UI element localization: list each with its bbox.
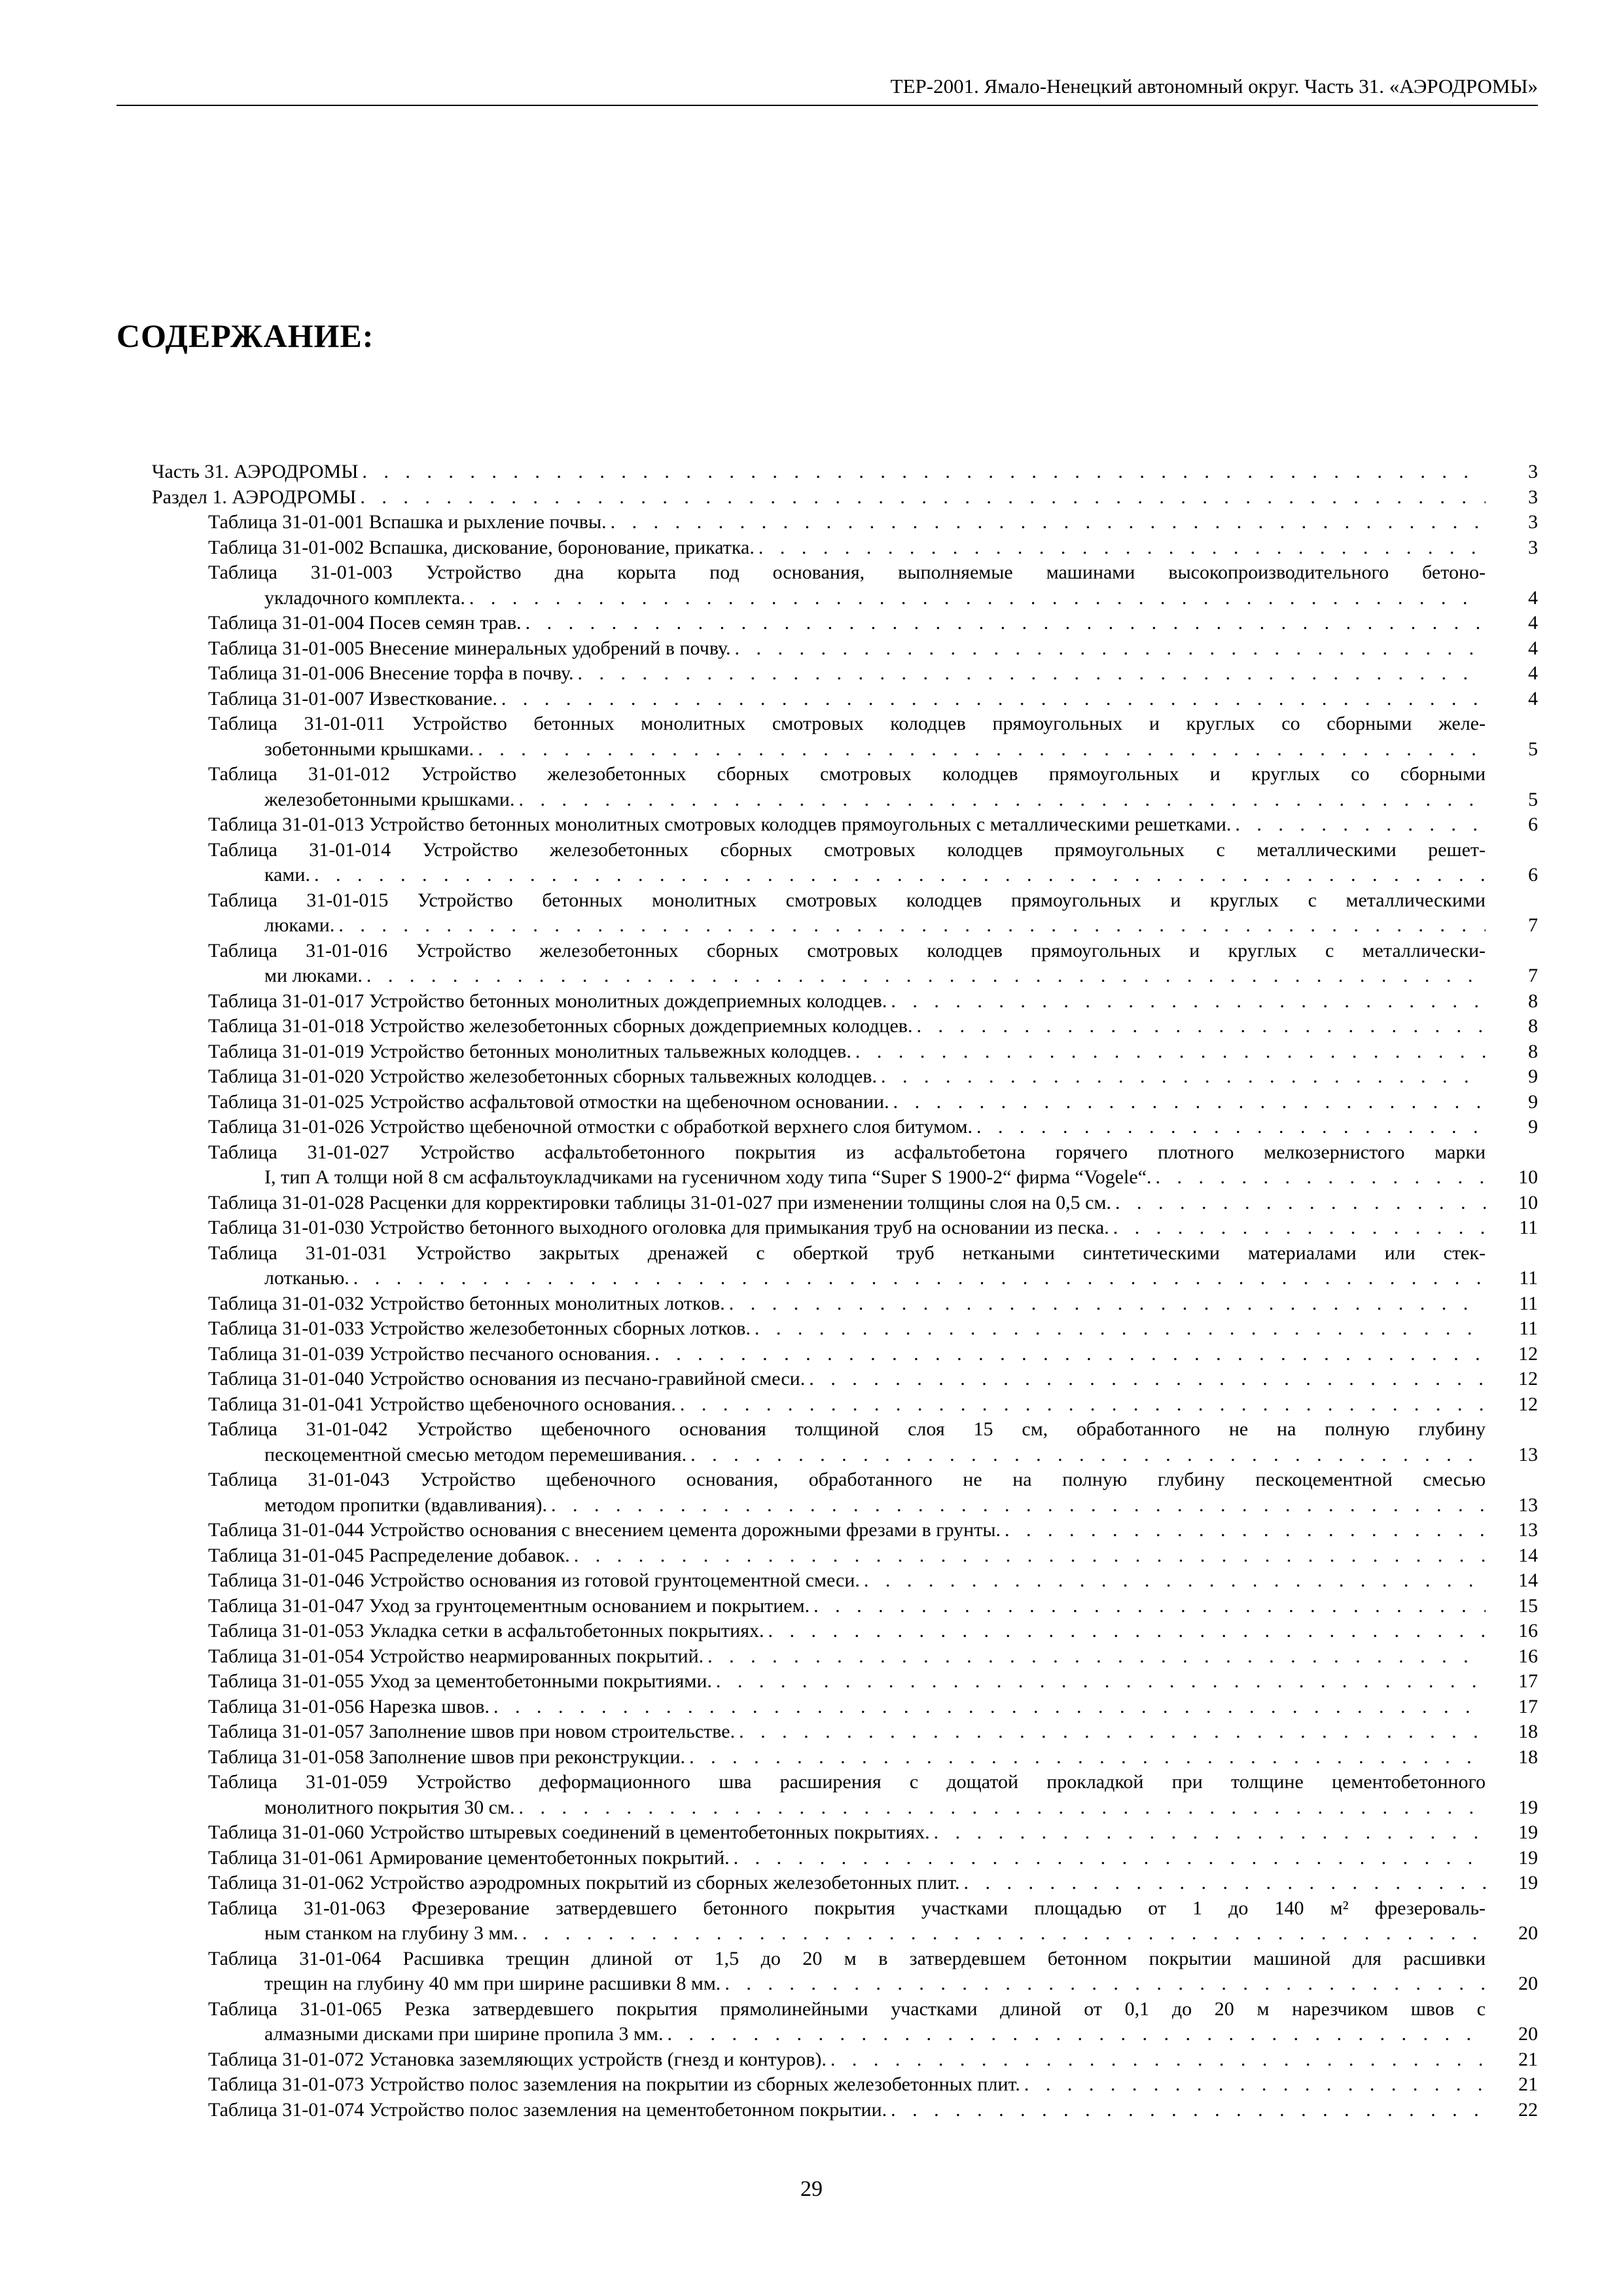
toc-entry-text: Таблица 31-01-057 Заполнение швов при новом строительстве. — [208, 1721, 736, 1742]
toc-page-number: 4 — [1528, 586, 1538, 609]
toc-dot-leader — [764, 1619, 1486, 1644]
toc-entry-text: железобетонными крышками. — [264, 788, 515, 810]
toc-entry-text: Таблица 31-01-054 Устройство неармированных покрытий. — [208, 1645, 704, 1667]
toc-page-number: 17 — [1518, 1670, 1538, 1692]
toc-dot-leader — [805, 1367, 1486, 1392]
toc-entry[interactable] — [152, 1997, 1538, 2047]
toc-dot-leader — [573, 661, 1486, 687]
toc-entry[interactable] — [152, 1140, 1538, 1191]
toc-dot-leader — [810, 1594, 1486, 1619]
toc-dot-leader — [827, 2047, 1486, 2073]
toc-dot-leader — [887, 2098, 1486, 2123]
toc-entry[interactable] — [152, 1064, 1538, 1090]
toc-page-number: 11 — [1519, 1292, 1538, 1314]
page-number: 29 — [800, 2177, 823, 2201]
toc-entry-text: Таблица 31-01-002 Вспашка, дискование, боронование, прикатка. — [208, 536, 755, 558]
toc-entry[interactable] — [152, 1518, 1538, 1543]
toc-entry-text: Таблица 31-01-064 Расшивка трещин длиной от 1,5 до 20 м в затвердевшем бетонном покрытии машиной для расшивки — [208, 1947, 1486, 1969]
toc-entry-text: Таблица 31-01-063 Фрезерование затвердевшего бетонного покрытия участками площадью от 1 до 140 м² фрезероваль- — [208, 1897, 1486, 1919]
toc-dot-leader — [725, 1291, 1486, 1317]
toc-page-number: 16 — [1518, 1645, 1538, 1667]
toc-dot-leader — [730, 1846, 1486, 1871]
toc-entry[interactable] — [152, 1719, 1538, 1745]
toc-entry[interactable] — [152, 459, 1538, 485]
toc-page-number: 13 — [1518, 1519, 1538, 1541]
toc-entry[interactable] — [152, 1669, 1538, 1695]
toc-entry[interactable] — [152, 1367, 1538, 1392]
toc-page-number: 21 — [1518, 2048, 1538, 2070]
toc-dot-leader — [1001, 1518, 1486, 1543]
toc-dot-leader — [730, 636, 1486, 662]
toc-page-number: 19 — [1518, 1872, 1538, 1893]
toc-entry[interactable] — [152, 1946, 1538, 1997]
toc-dot-leader — [1152, 1165, 1486, 1191]
toc-page-number: 7 — [1528, 914, 1538, 936]
toc-entry[interactable] — [152, 1695, 1538, 1720]
toc-dot-leader — [474, 737, 1486, 762]
toc-dot-leader — [887, 989, 1486, 1014]
toc-page-number: 17 — [1518, 1695, 1538, 1717]
toc-dot-leader — [912, 1014, 1486, 1039]
toc-dot-leader — [1231, 812, 1486, 838]
toc-entry-text: Таблица 31-01-065 Резка затвердевшего покрытия прямолинейными участками длиной от 0,1 до 20 м нарезчиком швов с — [208, 1998, 1486, 2020]
toc-entry-text: Таблица 31-01-074 Устройство полос заземления на цементобетонном покрытии. — [208, 2098, 887, 2121]
toc-entry-text: Таблица 31-01-026 Устройство щебеночной отмостки с обработкой верхнего слоя битумом. — [208, 1116, 972, 1138]
toc-entry[interactable] — [152, 1568, 1538, 1594]
toc-page-number: 9 — [1528, 1066, 1538, 1087]
toc-entry-text: Таблица 31-01-041 Устройство щебеночного основания. — [208, 1393, 676, 1415]
toc-entry[interactable] — [152, 687, 1538, 712]
toc-entry-text: трещин на глубину 40 мм при ширине расшивки 8 мм. — [264, 1973, 721, 1994]
toc-entry[interactable] — [152, 611, 1538, 636]
toc-page-number: 15 — [1518, 1594, 1538, 1617]
toc-dot-leader — [851, 1039, 1486, 1065]
toc-entry-text: Таблица 31-01-019 Устройство бетонных монолитных тальвежных колодцев. — [208, 1040, 851, 1062]
toc-dot-leader — [704, 1644, 1486, 1670]
toc-entry[interactable] — [152, 1846, 1538, 1871]
toc-page-number: 5 — [1528, 788, 1538, 810]
toc-dot-leader — [751, 1316, 1486, 1342]
toc-dot-leader — [685, 1745, 1486, 1770]
toc-dot-leader — [860, 1568, 1486, 1594]
toc-dot-leader — [356, 485, 1486, 511]
toc-page-number: 19 — [1518, 1796, 1538, 1818]
toc-page-number: 20 — [1518, 2023, 1538, 2045]
toc-entry[interactable] — [152, 560, 1538, 611]
toc-entry[interactable] — [152, 485, 1538, 511]
toc-entry[interactable] — [152, 1467, 1538, 1518]
toc-entry[interactable] — [152, 812, 1538, 838]
toc-entry-text: Таблица 31-01-044 Устройство основания с внесением цемента дорожными фрезами в грунты. — [208, 1519, 1001, 1541]
toc-page-number: 6 — [1528, 864, 1538, 886]
toc-dot-leader — [972, 1115, 1486, 1140]
toc-entry[interactable] — [152, 1770, 1538, 1820]
toc-entry-text: Таблица 31-01-058 Заполнение швов при реконструкции. — [208, 1746, 686, 1768]
toc-page-number: 19 — [1518, 1821, 1538, 1843]
toc-entry-text: Таблица 31-01-042 Устройство щебеночного основания толщиной слоя 15 см, обработанного не на полную глубину — [208, 1418, 1486, 1440]
toc-page-number: 4 — [1528, 662, 1538, 684]
toc-entry[interactable] — [152, 1871, 1538, 1896]
toc-entry[interactable] — [152, 1014, 1538, 1039]
toc-entry[interactable] — [152, 1090, 1538, 1115]
toc-dot-leader — [465, 586, 1486, 611]
toc-entry-text: Таблица 31-01-015 Устройство бетонных монолитных смотровых колодцев прямоугольных и круглых с металлическими — [208, 889, 1486, 911]
toc-entry[interactable] — [152, 2098, 1538, 2123]
toc-entry-text: Таблица 31-01-062 Устройство аэродромных покрытий из сборных железобетонных плит. — [208, 1872, 960, 1893]
toc-page-number: 16 — [1518, 1620, 1538, 1641]
toc-entry-text: Таблица 31-01-027 Устройство асфальтобетонного покрытия из асфальтобетона горячего плотного мелкозернистого марки — [208, 1141, 1486, 1163]
toc-entry[interactable] — [152, 1619, 1538, 1644]
toc-entry[interactable] — [152, 1342, 1538, 1367]
toc-entry-text: Таблица 31-01-043 Устройство щебеночного основания, обработанного не на полную глубину пескоцементной смесью — [208, 1469, 1486, 1490]
toc-page-number: 20 — [1518, 1922, 1538, 1944]
toc-dot-leader — [663, 2022, 1486, 2047]
toc-page-number: 21 — [1518, 2073, 1538, 2095]
toc-dot-leader — [1020, 2072, 1486, 2098]
toc-entry-text: Таблица 31-01-045 Распределение добавок. — [208, 1544, 570, 1566]
toc-dot-leader — [334, 913, 1486, 939]
toc-entry[interactable] — [152, 989, 1538, 1014]
toc-entry-text: Таблица 31-01-020 Устройство железобетонных сборных тальвежных колодцев. — [208, 1066, 877, 1087]
toc-dot-leader — [607, 510, 1486, 535]
toc-page-number: 9 — [1528, 1116, 1538, 1138]
toc-dot-leader — [687, 1443, 1486, 1468]
toc-entry[interactable] — [152, 1039, 1538, 1065]
toc-page-number: 12 — [1518, 1393, 1538, 1415]
toc-entry-text: методом пропитки (вдавливания). — [264, 1494, 547, 1516]
toc-entry-text: Таблица 31-01-030 Устройство бетонного выходного оголовка для примыкания труб на основании из песка. — [208, 1217, 1109, 1238]
toc-entry-text: монолитного покрытия 30 см. — [264, 1796, 515, 1818]
toc-entry-text: Таблица 31-01-072 Установка заземляющих устройств (гнезд и контуров). — [208, 2048, 827, 2070]
toc-dot-leader — [570, 1543, 1486, 1569]
toc-dot-leader — [877, 1064, 1486, 1090]
toc-entry[interactable] — [152, 1745, 1538, 1770]
toc-entry[interactable] — [152, 2072, 1538, 2098]
toc-entry[interactable] — [152, 1644, 1538, 1670]
table-of-contents — [152, 459, 1538, 2123]
toc-entry[interactable] — [152, 1820, 1538, 1846]
toc-entry-text: Таблица 31-01-001 Вспашка и рыхление почвы. — [208, 511, 607, 533]
toc-dot-leader — [735, 1719, 1486, 1745]
toc-entry-text: Таблица 31-01-018 Устройство железобетонных сборных дождеприемных колодцев. — [208, 1015, 913, 1037]
toc-dot-leader — [676, 1392, 1486, 1418]
toc-entry-text: Таблица 31-01-003 Устройство дна корыта под основания, выполняемые машинами высокопроизводительного бетоно- — [208, 562, 1486, 583]
toc-entry-text: Таблица 31-01-053 Укладка сетки в асфальтобетонных покрытиях. — [208, 1620, 764, 1641]
toc-page-number: 4 — [1528, 687, 1538, 709]
toc-entry-text: Таблица 31-01-028 Расценки для корректировки таблицы 31-01-027 при изменении толщины слоя на 0,5 см. — [208, 1191, 1111, 1213]
toc-page-number: 3 — [1528, 536, 1538, 558]
toc-entry-text: пескоцементной смесью методом перемешивания. — [264, 1443, 687, 1465]
toc-entry[interactable] — [152, 1191, 1538, 1216]
toc-entry[interactable] — [152, 711, 1538, 762]
toc-page-number: 13 — [1518, 1494, 1538, 1516]
toc-page-number: 8 — [1528, 1040, 1538, 1062]
toc-dot-leader — [497, 687, 1486, 712]
toc-entry-text: Таблица 31-01-014 Устройство железобетонных сборных смотровых колодцев прямоугольных с металлическими решет- — [208, 838, 1486, 861]
toc-entry-text: Таблица 31-01-061 Армирование цементобетонных покрытий. — [208, 1846, 730, 1869]
toc-entry-text: Таблица 31-01-012 Устройство железобетонных сборных смотровых колодцев прямоугольных и круглых со сборными — [208, 763, 1486, 785]
toc-page-number: 7 — [1528, 965, 1538, 986]
toc-entry-text: Часть 31. АЭРОДРОМЫ — [152, 461, 359, 482]
toc-entry-text: Таблица 31-01-013 Устройство бетонных монолитных смотровых колодцев прямоугольных с металлическими решетками. — [208, 814, 1232, 835]
toc-entry[interactable] — [152, 1215, 1538, 1241]
toc-dot-leader — [712, 1669, 1486, 1695]
toc-entry-text: Таблица 31-01-040 Устройство основания из песчано-гравийной смеси. — [208, 1368, 806, 1390]
toc-page-number: 11 — [1519, 1267, 1538, 1289]
toc-entry[interactable] — [152, 838, 1538, 888]
toc-page-number: 4 — [1528, 637, 1538, 659]
toc-dot-leader — [889, 1090, 1486, 1115]
toc-dot-leader — [349, 1266, 1486, 1291]
toc-entry-text: укладочного комплекта. — [264, 586, 465, 609]
toc-entry-text: Таблица 31-01-039 Устройство песчаного основания. — [208, 1342, 651, 1365]
toc-entry-text: ным станком на глубину 3 мм. — [264, 1922, 518, 1944]
toc-page-number: 14 — [1518, 1544, 1538, 1566]
toc-entry-text: Таблица 31-01-006 Внесение торфа в почву. — [208, 662, 574, 684]
toc-page-number: 6 — [1528, 814, 1538, 835]
toc-entry[interactable] — [152, 1291, 1538, 1317]
toc-dot-leader — [651, 1342, 1486, 1367]
toc-entry[interactable] — [152, 1115, 1538, 1140]
toc-page-number: 19 — [1518, 1846, 1538, 1869]
toc-entry-text: Таблица 31-01-055 Уход за цементобетонными покрытиями. — [208, 1670, 712, 1692]
toc-page-number: 18 — [1518, 1721, 1538, 1742]
toc-dot-leader — [1111, 1191, 1486, 1216]
toc-dot-leader — [490, 1695, 1486, 1720]
toc-entry-text: Таблица 31-01-005 Внесение минеральных удобрений в почву. — [208, 637, 731, 659]
toc-dot-leader — [960, 1871, 1486, 1896]
toc-entry-text: зобетонными крышками. — [264, 738, 474, 760]
toc-page-number: 18 — [1518, 1746, 1538, 1768]
toc-entry-text: Таблица 31-01-011 Устройство бетонных монолитных смотровых колодцев прямоугольных и круглых со сборными желе- — [208, 713, 1486, 734]
toc-entry-text: Таблица 31-01-059 Устройство деформационного шва расширения с дощатой прокладкой при толщине цементобетонного — [208, 1771, 1486, 1793]
toc-dot-leader — [363, 963, 1486, 989]
toc-entry[interactable] — [152, 510, 1538, 535]
toc-entry[interactable] — [152, 636, 1538, 662]
toc-entry[interactable] — [152, 888, 1538, 939]
toc-entry-text: Таблица 31-01-047 Уход за грунтоцементным основанием и покрытием. — [208, 1594, 810, 1617]
toc-entry-text: люками. — [264, 914, 335, 936]
toc-page-number: 14 — [1518, 1570, 1538, 1591]
toc-dot-leader — [930, 1820, 1486, 1846]
toc-entry[interactable] — [152, 1241, 1538, 1291]
toc-entry[interactable] — [152, 762, 1538, 812]
toc-page-number: 11 — [1519, 1318, 1538, 1339]
toc-page-number: 4 — [1528, 612, 1538, 634]
running-header — [116, 68, 1538, 106]
toc-page-number: 3 — [1528, 511, 1538, 533]
toc-page-number: 22 — [1518, 2098, 1538, 2121]
toc-entry[interactable] — [152, 1543, 1538, 1569]
toc-page-number: 11 — [1519, 1217, 1538, 1238]
toc-page-number: 12 — [1518, 1368, 1538, 1390]
toc-page-number: 20 — [1518, 1973, 1538, 1994]
toc-entry-text: Таблица 31-01-031 Устройство закрытых дренажей с оберткой труб неткаными синтетическими материалами или стек- — [208, 1242, 1486, 1264]
toc-entry-text: ками. — [264, 864, 310, 886]
toc-entry-text: Таблица 31-01-016 Устройство железобетонных сборных смотровых колодцев прямоугольных и круглых с металлически- — [208, 939, 1486, 961]
toc-entry[interactable] — [152, 2047, 1538, 2073]
toc-page-number: 5 — [1528, 738, 1538, 760]
toc-dot-leader — [755, 535, 1486, 561]
toc-entry-text: Таблица 31-01-032 Устройство бетонных монолитных лотков. — [208, 1292, 725, 1314]
toc-entry-text: Таблица 31-01-073 Устройство полос заземления на покрытии из сборных железобетонных плит. — [208, 2073, 1020, 2095]
toc-entry[interactable] — [152, 1392, 1538, 1418]
toc-entry[interactable] — [152, 535, 1538, 561]
toc-entry[interactable] — [152, 939, 1538, 989]
toc-entry[interactable] — [152, 1896, 1538, 1946]
toc-entry[interactable] — [152, 1316, 1538, 1342]
toc-page-number: 12 — [1518, 1342, 1538, 1365]
toc-dot-leader — [522, 611, 1486, 636]
toc-dot-leader — [518, 1921, 1486, 1946]
running-header-text: ТЕР-2001. Ямало-Ненецкий автономный округ. Часть 31. «АЭРОДРОМЫ» — [890, 75, 1538, 98]
toc-dot-leader — [358, 459, 1486, 485]
toc-page-number: 10 — [1518, 1191, 1538, 1213]
toc-entry[interactable] — [152, 1417, 1538, 1467]
toc-entry-text: Таблица 31-01-060 Устройство штыревых соединений в цементобетонных покрытиях. — [208, 1821, 930, 1843]
toc-entry-text: Таблица 31-01-056 Нарезка швов. — [208, 1695, 490, 1717]
toc-entry-text: Таблица 31-01-004 Посев семян трав. — [208, 612, 522, 634]
page-title: СОДЕРЖАНИЕ: — [116, 317, 374, 354]
toc-page-number: 8 — [1528, 1015, 1538, 1037]
toc-dot-leader — [721, 1971, 1486, 1997]
toc-entry-text: Таблица 31-01-046 Устройство основания из готовой грунтоцементной смеси. — [208, 1570, 860, 1591]
toc-entry-text: Таблица 31-01-033 Устройство железобетонных сборных лотков. — [208, 1318, 751, 1339]
toc-page-number: 3 — [1528, 461, 1538, 482]
toc-dot-leader — [514, 1795, 1486, 1821]
toc-entry[interactable] — [152, 661, 1538, 687]
toc-entry-text: I, тип А толщи ной 8 см асфальтоукладчиками на гусеничном ходу типа “Super S 1900-2“ фирма “Vogele“. — [264, 1166, 1152, 1188]
toc-entry-text: Раздел 1. АЭРОДРОМЫ — [152, 486, 357, 508]
toc-page-number: 8 — [1528, 990, 1538, 1012]
toc-dot-leader — [547, 1493, 1486, 1518]
toc-page-number: 3 — [1528, 486, 1538, 508]
toc-page-number: 10 — [1518, 1166, 1538, 1188]
toc-entry-text: алмазными дисками при ширине пропила 3 мм. — [264, 2023, 664, 2045]
toc-entry-text: ми люками. — [264, 965, 363, 986]
toc-entry-text: лотканью. — [264, 1267, 349, 1289]
toc-page-number: 13 — [1518, 1443, 1538, 1465]
toc-dot-leader — [1109, 1215, 1486, 1241]
toc-dot-leader — [310, 863, 1486, 888]
toc-entry-text: Таблица 31-01-007 Известкование. — [208, 687, 497, 709]
toc-page-number: 9 — [1528, 1090, 1538, 1113]
toc-entry[interactable] — [152, 1594, 1538, 1619]
toc-dot-leader — [515, 787, 1486, 813]
toc-entry-text: Таблица 31-01-025 Устройство асфальтовой отмостки на щебеночном основании. — [208, 1090, 889, 1113]
toc-entry-text: Таблица 31-01-017 Устройство бетонных монолитных дождеприемных колодцев. — [208, 990, 887, 1012]
